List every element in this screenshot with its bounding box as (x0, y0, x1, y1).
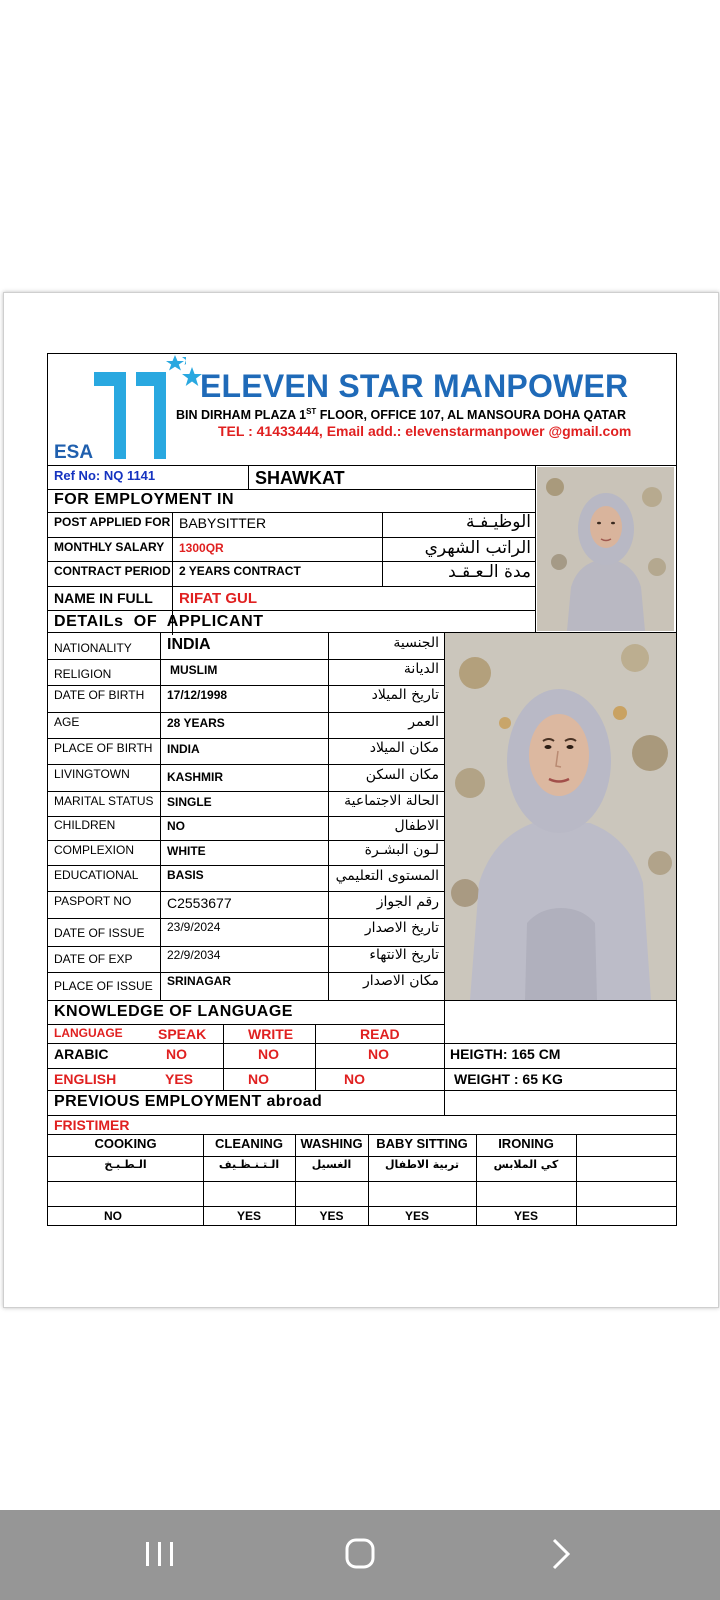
children-value: NO (167, 819, 185, 833)
portrait-image (445, 633, 676, 1000)
date-of-issue-value: 23/9/2024 (167, 920, 221, 934)
place-of-birth-value: INDIA (167, 742, 200, 756)
skill-cleaning-header: CLEANING (215, 1136, 283, 1151)
logo-abbr: ESA (54, 442, 94, 463)
english-read: NO (344, 1071, 365, 1087)
passport-no-label: PASPORT NO (54, 894, 132, 908)
date-of-birth-arabic: تاريخ الميلاد (371, 687, 439, 703)
company-logo (86, 354, 186, 464)
skill-cleaning-arabic: الـتـنـظـيف (218, 1158, 280, 1171)
read-col-header: READ (360, 1026, 400, 1042)
living-town-value: KASHMIR (167, 770, 223, 784)
complexion-label: COMPLEXION (54, 843, 135, 857)
write-col-header: WRITE (248, 1026, 294, 1042)
marital-status-label: MARITAL STATUS (54, 794, 154, 808)
date-of-issue-label: DATE OF ISSUE (54, 926, 145, 940)
religion-value: MUSLIM (170, 663, 218, 677)
skill-babysitting-arabic: تربية الاطفال (384, 1158, 459, 1171)
living-town-arabic: مكان السكن (365, 767, 439, 783)
arabic-read: NO (368, 1046, 389, 1062)
home-button[interactable] (340, 1532, 380, 1576)
place-of-birth-label: PLACE OF BIRTH (54, 741, 153, 755)
applicant-photo-large (445, 633, 676, 1000)
skill-ironing-value: YES (513, 1209, 538, 1223)
age-value: 28 YEARS (167, 716, 225, 730)
date-of-exp-arabic: تاريخ الانتهاء (369, 947, 439, 963)
religion-arabic: الديانة (403, 661, 439, 677)
english-lang-label: ENGLISH (54, 1071, 117, 1087)
arabic-write: NO (258, 1046, 279, 1062)
contract-period-label: CONTRACT PERIOD (54, 564, 171, 578)
height-value: HEIGTH: 165 CM (450, 1046, 561, 1062)
skill-ironing-header: IRONING (498, 1136, 554, 1151)
passport-no-arabic: رقم الجواز (376, 894, 439, 910)
details-heading: DETAILs OF APPLICANT (54, 613, 264, 630)
place-of-issue-value: SRINAGAR (167, 974, 232, 988)
date-of-exp-label: DATE OF EXP (54, 952, 133, 966)
full-name-value: RIFAT GUL (179, 590, 258, 607)
skill-washing-header: WASHING (300, 1136, 363, 1151)
monthly-salary-arabic: الراتب الشهري (424, 538, 531, 558)
full-name-label: NAME IN FULL (54, 590, 153, 606)
skill-cleaning-value: YES (236, 1209, 261, 1223)
company-name: ELEVEN STAR MANPOWER (200, 368, 629, 404)
arabic-lang-label: ARABIC (54, 1046, 109, 1062)
monthly-salary-value: 1300QR (179, 541, 224, 555)
recent-apps-button[interactable] (140, 1532, 180, 1576)
company-address: BIN DIRHAM PLAZA 1ST FLOOR, OFFICE 107, AL MANSOURA DOHA QATAR (176, 407, 627, 423)
educational-value: BASIS (167, 868, 204, 882)
previous-employment-heading: PREVIOUS EMPLOYMENT abroad (54, 1093, 323, 1110)
applicant-short-name: SHAWKAT (255, 468, 345, 488)
date-of-birth-label: DATE OF BIRTH (54, 688, 145, 702)
religion-label: RELIGION (54, 667, 112, 681)
age-arabic: العمر (408, 714, 439, 730)
back-button[interactable] (542, 1532, 582, 1576)
post-applied-label: POST APPLIED FOR (54, 515, 171, 529)
skill-ironing-arabic: كي الملابس (493, 1158, 559, 1171)
home-icon (340, 1532, 380, 1576)
skill-cooking-value: NO (104, 1209, 122, 1223)
language-heading: KNOWLEDGE OF LANGUAGE (54, 1003, 293, 1020)
monthly-salary-label: MONTHLY SALARY (54, 540, 165, 554)
place-of-issue-label: PLACE OF ISSUE (54, 979, 153, 993)
complexion-value: WHITE (167, 844, 206, 858)
logo-graphic (86, 354, 186, 464)
weight-value: WEIGHT : 65 KG (454, 1071, 563, 1087)
employment-heading: FOR EMPLOYMENT IN (54, 491, 235, 508)
skill-cooking-arabic: الـطـبـخ (104, 1158, 147, 1171)
skill-babysitting-value: YES (404, 1209, 429, 1223)
children-label: CHILDREN (54, 818, 116, 832)
contract-period-arabic: مدة الـعـقـد (448, 562, 531, 582)
language-col-header: LANGUAGE (54, 1026, 123, 1040)
nationality-value: INDIA (167, 636, 211, 653)
english-write: NO (248, 1071, 269, 1087)
educational-label: EDUCATIONAL (54, 868, 139, 882)
skill-washing-value: YES (319, 1209, 344, 1223)
place-of-birth-arabic: مكان الميلاد (369, 740, 439, 756)
marital-status-arabic: الحالة الاجتماعية (344, 793, 439, 809)
nationality-arabic: الجنسية (393, 635, 439, 651)
employment-form (47, 353, 677, 1226)
speak-col-header: SPEAK (158, 1026, 207, 1042)
complexion-arabic: لـون البشـرة (364, 842, 439, 858)
post-applied-arabic: الوظيـفـة (465, 512, 531, 532)
date-of-issue-arabic: تاريخ الاصدار (364, 920, 439, 936)
company-contact: TEL : 41433444, Email add.: elevenstarmanpower @gmail.com (218, 423, 632, 439)
skill-washing-arabic: الغسيل (311, 1158, 352, 1171)
system-navigation-bar (0, 1510, 720, 1600)
skill-cooking-header: COOKING (94, 1136, 157, 1151)
marital-status-value: SINGLE (167, 795, 212, 809)
skill-babysitting-header: BABY SITTING (376, 1136, 468, 1151)
children-arabic: الاطفال (394, 818, 439, 834)
post-applied-value: BABYSITTER (179, 515, 267, 531)
chevron-right-icon (542, 1532, 582, 1576)
place-of-issue-arabic: مكان الاصدار (363, 973, 439, 989)
date-of-birth-value: 17/12/1998 (167, 688, 228, 702)
educational-arabic: المستوى التعليمي (335, 868, 439, 884)
applicant-photo-small (537, 467, 674, 631)
english-speak: YES (165, 1071, 194, 1087)
living-town-label: LIVINGTOWN (54, 767, 130, 781)
portrait-image (537, 467, 674, 631)
nationality-label: NATIONALITY (54, 641, 132, 655)
employment-status: FRISTIMER (54, 1117, 130, 1133)
arabic-speak: NO (166, 1046, 187, 1062)
date-of-exp-value: 22/9/2034 (167, 948, 221, 962)
passport-no-value: C2553677 (167, 895, 232, 911)
age-label: AGE (54, 715, 80, 729)
ref-number: Ref No: NQ 1141 (54, 468, 156, 483)
contract-period-value: 2 YEARS CONTRACT (179, 564, 301, 578)
recent-apps-icon (140, 1532, 180, 1576)
